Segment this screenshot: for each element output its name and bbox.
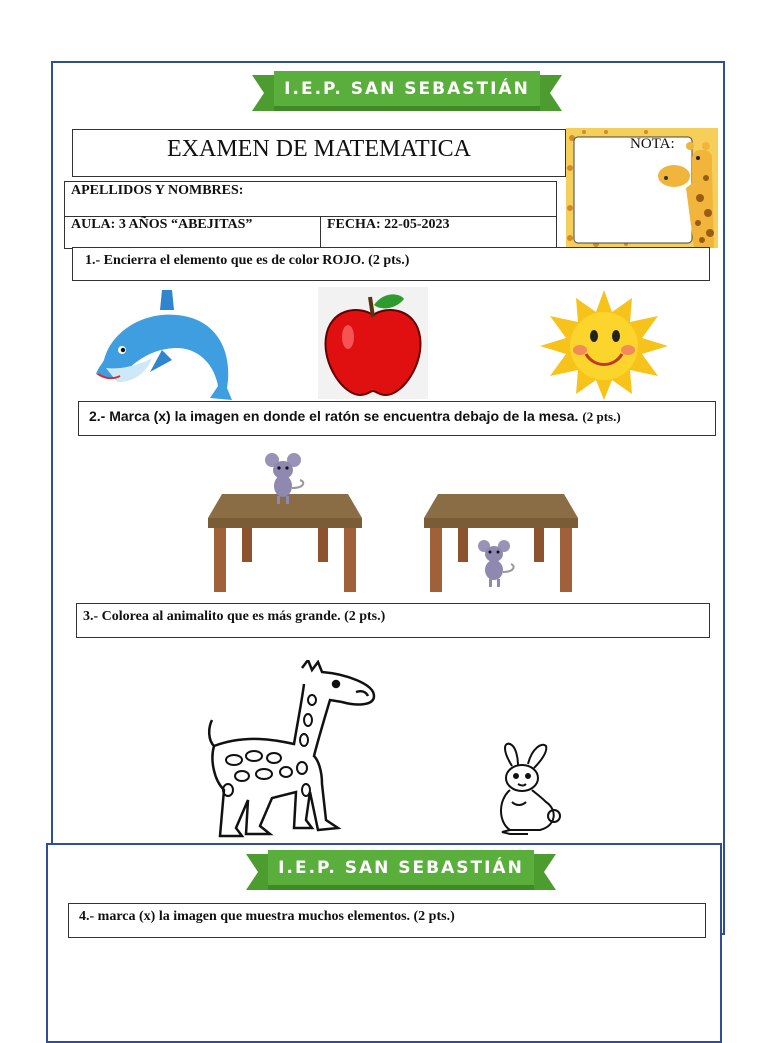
names-label: APELLIDOS Y NOMBRES: — [71, 183, 244, 198]
giraffe-option[interactable] — [206, 660, 378, 840]
question-2-points: (2 pts.) — [582, 409, 621, 424]
table-icon — [416, 448, 586, 600]
question-4-box — [68, 903, 706, 938]
mouse-icon — [478, 540, 514, 587]
banner-title-2: I.E.P. SAN SEBASTIÁN — [278, 858, 524, 878]
fecha-cell — [321, 217, 556, 248]
names-row — [65, 182, 556, 217]
grade-label: NOTA: — [630, 136, 675, 152]
question-3-text: 3.- Colorea al animalito que es más grande. (2 pts.) — [83, 609, 386, 624]
question-1-text: 1.- Encierra el elemento que es de color ROJO. (2 pts.) — [85, 253, 410, 268]
question-3-box — [76, 603, 710, 638]
question-2-line — [89, 408, 621, 426]
question-1-box — [72, 247, 710, 281]
student-info-table — [64, 181, 557, 249]
question-2-text: 2.- Marca (x) la imagen en donde el ratón se encuentra debajo de la mesa. — [89, 408, 579, 424]
question-2-box — [78, 401, 716, 436]
apple-icon — [318, 287, 428, 399]
table-icon — [200, 448, 370, 600]
exam-title-box — [72, 129, 566, 177]
aula-cell — [65, 217, 321, 248]
grade-box — [566, 128, 718, 248]
table-mouse-on-top-option[interactable] — [200, 448, 370, 600]
sun-icon — [540, 290, 668, 400]
rabbit-icon — [488, 740, 566, 836]
dolphin-option[interactable] — [92, 288, 242, 400]
school-banner-2 — [246, 850, 556, 894]
dolphin-icon — [92, 288, 242, 400]
sun-option[interactable] — [540, 290, 668, 400]
rabbit-option[interactable] — [488, 740, 566, 836]
exam-title: EXAMEN DE MATEMATICA — [167, 136, 471, 162]
table-mouse-below-option[interactable] — [416, 448, 586, 600]
school-banner — [252, 71, 562, 115]
giraffe-icon — [206, 660, 378, 840]
fecha-label: FECHA: 22-05-2023 — [327, 217, 450, 232]
aula-label: AULA: 3 AÑOS “ABEJITAS” — [71, 217, 253, 232]
question-4-text: 4.- marca (x) la imagen que muestra muchos elementos. (2 pts.) — [79, 909, 455, 924]
apple-option[interactable] — [318, 287, 428, 399]
banner-title: I.E.P. SAN SEBASTIÁN — [284, 79, 530, 99]
